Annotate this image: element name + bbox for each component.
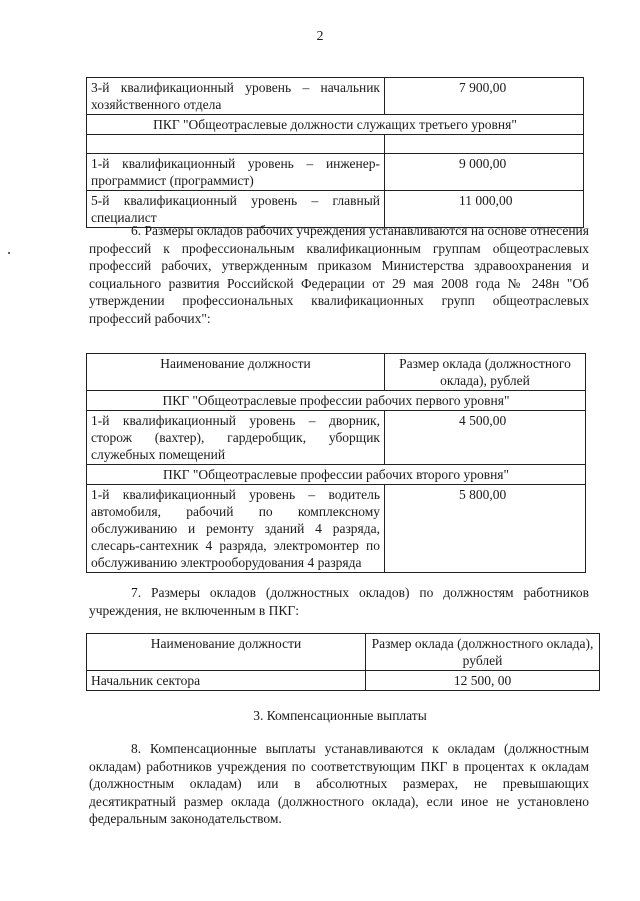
- table-row: [87, 411, 586, 465]
- paragraph-6-text: 6. Размеры окладов рабочих учреждения устанавливаются на основе отнесения профессий к профессиональным квалификационным группам общеотраслевых профессий рабочих, утвержденным приказом Министерства здравоохранения и социального развития Российской Федерации от 29 мая 2008 года № 248н "Об утверждении профессиональных квалификационных групп общеотраслевых профессий рабочих":: [89, 223, 589, 326]
- salary-value: 12 500, 00: [366, 671, 600, 691]
- position-name: Начальник сектора: [87, 671, 366, 691]
- scan-speck: [8, 252, 10, 254]
- position-name: 3-й квалификационный уровень – начальник хозяйственного отдела: [87, 78, 385, 115]
- position-name: 1-й квалификационный уровень – дворник, сторож (вахтер), гардеробщик, уборщик служебных помещений: [87, 411, 385, 465]
- pkg-group-title: ПКГ "Общеотраслевые должности служащих третьего уровня": [87, 115, 584, 135]
- paragraph-8-text: 8. Компенсационные выплаты устанавливаются к окладам (должностным окладам) работников учреждения по соответствующим ПКГ в процентах к окладам (должностным окладам) или в абсолютных размерах, не превышающих десятикратный размер оклада (должностного оклада), если иное не установлено федеральным законодательством.: [89, 741, 589, 826]
- paragraph-7-text: 7. Размеры окладов (должностных окладов) по должностям работников учреждения, не включенным в ПКГ:: [89, 585, 589, 618]
- group-row: [87, 391, 586, 411]
- salary-value: 9 000,00: [385, 154, 584, 191]
- position-name: 1-й квалификационный уровень – водитель автомобиля, рабочий по комплексному обслуживанию и ремонту зданий 4 разряда, слесарь-сантехник 4 разряда, электромонтер по обслуживанию электрооборудования 4 разряда: [87, 485, 385, 573]
- paragraph-7: [89, 584, 589, 619]
- group-row: [87, 115, 584, 135]
- position-name: 5-й квалификационный уровень – главный специалист: [87, 191, 385, 228]
- group-row: [87, 465, 586, 485]
- table-row: [87, 485, 586, 573]
- table-header: [87, 634, 600, 671]
- salary-value: 11 000,00: [385, 191, 584, 228]
- pkg-group-title: ПКГ "Общеотраслевые профессии рабочих второго уровня": [87, 465, 586, 485]
- salary-table-workers: [86, 353, 586, 573]
- salary-value: 7 900,00: [385, 78, 584, 115]
- table-row: [87, 78, 584, 115]
- paragraph-6: [89, 222, 589, 327]
- empty-cell: [385, 135, 584, 154]
- section-heading: 3. Компенсационные выплаты: [253, 708, 427, 723]
- empty-row: [87, 135, 584, 154]
- page-number: 2: [316, 29, 324, 44]
- table-row: [87, 154, 584, 191]
- salary-value: 4 500,00: [385, 411, 586, 465]
- pkg-group-title: ПКГ "Общеотраслевые профессии рабочих первого уровня": [87, 391, 586, 411]
- column-header-name: Наименование должности: [87, 634, 366, 671]
- paragraph-8: [89, 740, 589, 828]
- column-header-name: Наименование должности: [87, 354, 385, 391]
- salary-table-employees: [86, 77, 584, 228]
- empty-cell: [87, 135, 385, 154]
- table-row: [87, 671, 600, 691]
- salary-table-other: [86, 633, 600, 691]
- column-header-value: Размер оклада (должностного оклада), рублей: [385, 354, 586, 391]
- salary-value: 5 800,00: [385, 485, 586, 573]
- position-name: 1-й квалификационный уровень – инженер-программист (программист): [87, 154, 385, 191]
- table-header: [87, 354, 586, 391]
- column-header-value: Размер оклада (должностного оклада), рублей: [366, 634, 600, 671]
